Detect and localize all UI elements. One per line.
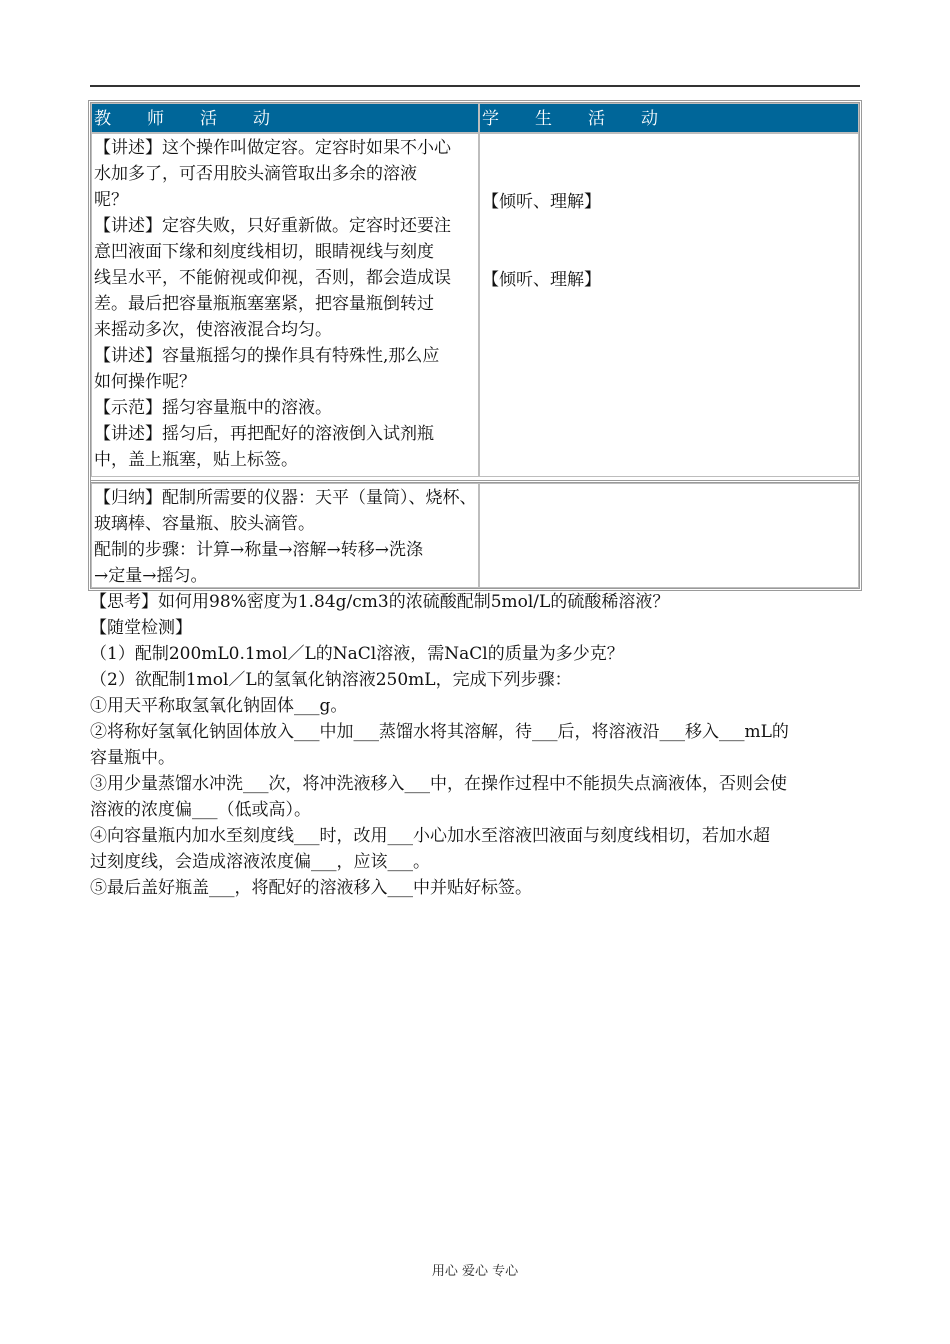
step-2-cont: 容量瓶中。	[90, 748, 175, 768]
text-line: 差。最后把容量瓶瓶塞塞紧，把容量瓶倒转过	[94, 294, 434, 314]
text-line: 如何操作呢？	[94, 372, 196, 392]
teacher-activity-header: 教 师 活 动	[91, 103, 479, 133]
question-1: （1）配制200mL0.1mol／L的NaCl溶液，需NaCl的质量为多少克？	[90, 644, 624, 664]
teacher-activity-cell	[91, 133, 479, 477]
table-row	[91, 133, 859, 477]
student-response: 【倾听、理解】	[482, 270, 601, 290]
think-question: 【思考】如何用98%密度为1.84g/cm3的浓硫酸配制5mol/L的硫酸稀溶液？	[90, 592, 670, 612]
step-3-cont: 溶液的浓度偏___（低或高）。	[90, 800, 311, 820]
text-line: 【讲述】这个操作叫做定容。定容时如果不小心	[94, 138, 451, 158]
question-2: （2）欲配制1mol／L的氢氧化钠溶液250mL，完成下列步骤：	[90, 670, 572, 690]
text-line: 【归纳】配制所需要的仪器：天平（量筒）、烧杯、	[94, 488, 477, 508]
text-line: 意凹液面下缘和刻度线相切，眼睛视线与刻度	[94, 242, 434, 262]
summary-cell	[91, 483, 479, 588]
section-title: 【随堂检测】	[90, 618, 192, 638]
text-line: 【示范】摇匀容量瓶中的溶液。	[94, 398, 332, 418]
summary-student-cell	[479, 483, 859, 588]
page-footer: 用心 爱心 专心	[431, 1264, 519, 1279]
activity-table	[88, 100, 862, 591]
student-activity-cell	[479, 133, 859, 477]
text-line: →定量→摇匀。	[94, 566, 208, 586]
table-row	[91, 480, 859, 588]
step-2: ②将称好氢氧化钠固体放入___中加___蒸馏水将其溶解，待___后，将溶液沿___移入___mL的	[90, 722, 789, 742]
header-rule	[90, 85, 860, 87]
text-line: 中，盖上瓶塞，贴上标签。	[94, 450, 298, 470]
text-line: 【讲述】摇匀后，再把配好的溶液倒入试剂瓶	[94, 424, 434, 444]
text-line: 配制的步骤：计算→称量→溶解→转移→洗涤	[94, 540, 423, 560]
text-line: 线呈水平，不能俯视或仰视，否则，都会造成误	[94, 268, 451, 288]
table-header-row	[91, 103, 859, 133]
student-activity-header: 学 生 活 动	[479, 103, 859, 133]
step-3: ③用少量蒸馏水冲洗___次，将冲洗液移入___中，在操作过程中不能损失点滴液体，否则会使	[90, 774, 787, 794]
step-5: ⑤最后盖好瓶盖___，将配好的溶液移入___中并贴好标签。	[90, 878, 532, 898]
text-line: 【讲述】定容失败，只好重新做。定容时还要注	[94, 216, 451, 236]
text-line: 呢？	[94, 190, 128, 210]
step-4: ④向容量瓶内加水至刻度线___时，改用___小心加水至溶液凹液面与刻度线相切，若加水超	[90, 826, 770, 846]
step-1: ①用天平称取氢氧化钠固体___g。	[90, 696, 348, 716]
exercise-section	[90, 589, 860, 901]
step-4-cont: 过刻度线，会造成溶液浓度偏___，应该___。	[90, 852, 430, 872]
text-line: 水加多了，可否用胶头滴管取出多余的溶液	[94, 164, 417, 184]
text-line: 【讲述】容量瓶摇匀的操作具有特殊性,那么应	[94, 346, 440, 366]
student-response: 【倾听、理解】	[482, 192, 601, 212]
text-line: 玻璃棒、容量瓶、胶头滴管。	[94, 514, 315, 534]
text-line: 来摇动多次，使溶液混合均匀。	[94, 320, 332, 340]
